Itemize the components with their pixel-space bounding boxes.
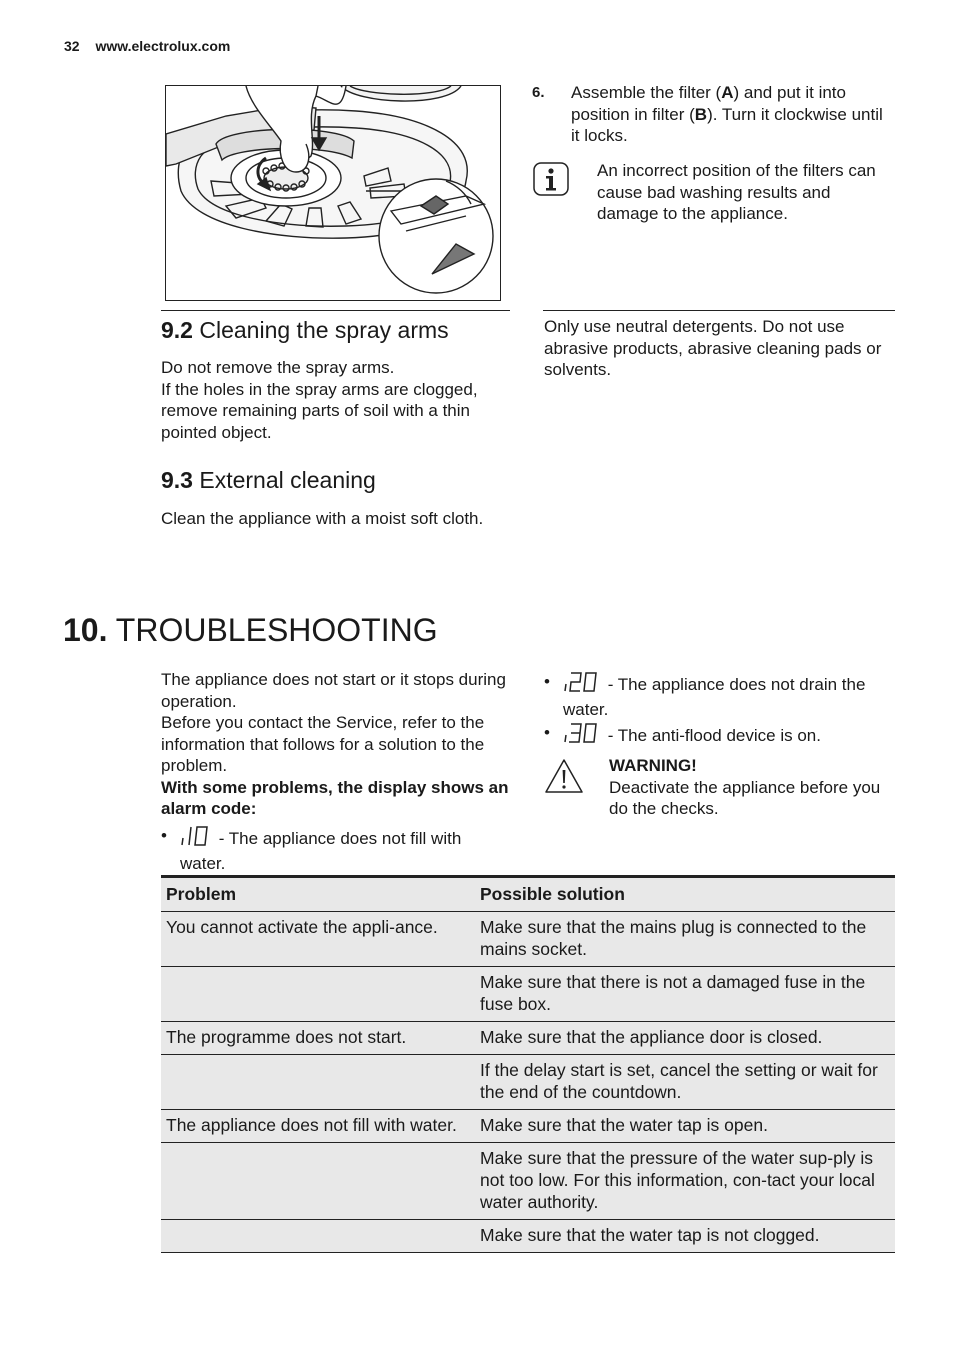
section-10-heading: 10. TROUBLESHOOTING <box>63 612 438 648</box>
filter-b-label: B <box>694 104 708 124</box>
info-icon <box>533 162 569 196</box>
step-6 <box>532 82 892 147</box>
solution-cell: If the delay start is set, cancel the setting or wait for the end of the countdown. <box>475 1055 895 1110</box>
website-link[interactable]: www.electrolux.com <box>95 38 231 54</box>
warning-note <box>609 755 899 820</box>
alarm-i30-item: • - The anti-flood device is on. <box>544 722 896 750</box>
solution-cell: Make sure that the water tap is open. <box>475 1110 895 1143</box>
filter-drawing <box>166 86 501 301</box>
section-9-2-heading: 9.2 Cleaning the spray arms <box>161 317 449 343</box>
neutral-detergents-note: Only use neutral detergents. Do not use abrasive products, abrasive cleaning pads or solvents. <box>544 317 882 379</box>
alarm-i20-item: • - The appliance does not drain the water. <box>544 672 866 719</box>
problem-cell <box>161 1143 475 1220</box>
table-row <box>161 912 895 967</box>
warning-text: Deactivate the appliance before you do the checks. <box>609 777 881 818</box>
table-row <box>161 1022 895 1055</box>
table-row <box>161 1055 895 1110</box>
warning-triangle-icon <box>544 758 584 794</box>
alarm-code-i10-icon <box>180 825 214 853</box>
troubleshooting-intro: The appliance does not start or it stops during operation. Before you contact the Service, refer to the information that follows for a solution to the problem. With some problems, the display shows an alarm code: <box>161 670 509 818</box>
section-9-3-text: Clean the appliance with a moist soft cloth. <box>161 509 484 528</box>
alarm-i10-item: • - The appliance does not fill with water. <box>161 826 462 873</box>
page-header <box>64 38 230 54</box>
divider <box>543 310 895 311</box>
bullet-icon: • <box>544 672 550 691</box>
table-row <box>161 1143 895 1220</box>
table-row <box>161 1110 895 1143</box>
troubleshooting-table <box>161 875 895 1253</box>
problem-cell: You cannot activate the appli-ance. <box>161 912 475 967</box>
problem-cell <box>161 1055 475 1110</box>
solution-cell: Make sure that there is not a damaged fuse in the fuse box. <box>475 967 895 1022</box>
table-row <box>161 1220 895 1253</box>
filter-a-label: A <box>721 83 734 102</box>
step-number: 6. <box>532 84 545 101</box>
step-text: Assemble the filter (A) and put it into position in filter (B). Turn it clockwise until it locks. <box>571 83 883 145</box>
table-header-row <box>161 877 895 912</box>
column-header-problem: Problem <box>161 877 475 912</box>
solution-cell: Make sure that the pressure of the water sup-ply is not too low. For this information, con-tact your local water authority. <box>475 1143 895 1220</box>
info-note: An incorrect position of the filters can cause bad washing results and damage to the appliance. <box>597 161 876 223</box>
divider <box>161 310 510 311</box>
problem-cell: The appliance does not fill with water. <box>161 1110 475 1143</box>
section-9-2-text: Do not remove the spray arms. If the holes in the spray arms are clogged, remove remaining parts of soil with a thin pointed object. <box>161 358 478 442</box>
filter-assembly-illustration <box>165 85 501 301</box>
problem-cell <box>161 967 475 1022</box>
problem-cell <box>161 1220 475 1253</box>
bullet-icon: • <box>544 723 550 742</box>
page-number: 32 <box>64 38 80 54</box>
warning-title: WARNING! <box>609 756 697 775</box>
column-header-solution: Possible solution <box>475 877 895 912</box>
table-row <box>161 967 895 1022</box>
solution-cell: Make sure that the water tap is not clogged. <box>475 1220 895 1253</box>
section-9-3-heading: 9.3 External cleaning <box>161 467 376 493</box>
alarm-code-i20-icon <box>563 671 603 699</box>
bullet-icon: • <box>161 826 167 845</box>
solution-cell: Make sure that the mains plug is connected to the mains socket. <box>475 912 895 967</box>
alarm-code-i30-icon <box>563 722 603 750</box>
solution-cell: Make sure that the appliance door is closed. <box>475 1022 895 1055</box>
problem-cell: The programme does not start. <box>161 1022 475 1055</box>
